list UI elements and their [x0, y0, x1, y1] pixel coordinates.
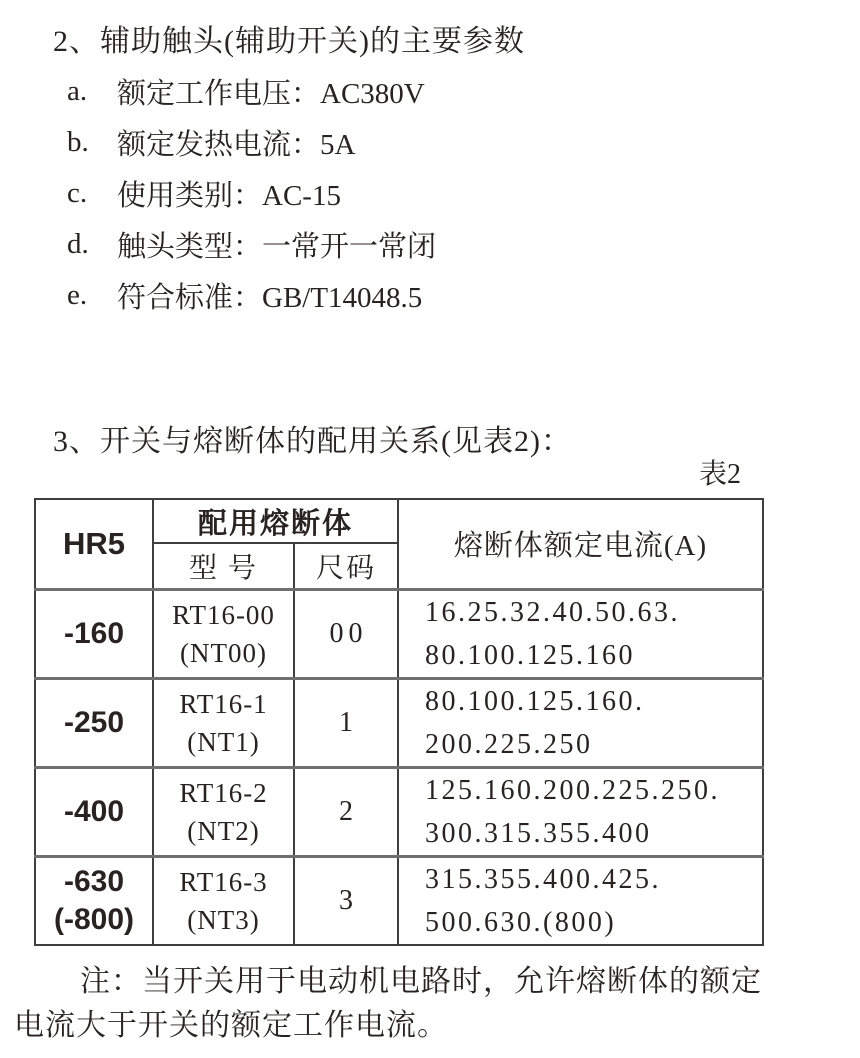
section2-heading: 2、辅助触头(辅助开关)的主要参数	[53, 25, 525, 58]
list-item-text: 额定发热电流：5A	[117, 129, 356, 161]
cell-size: 1	[294, 678, 398, 767]
cell-model	[153, 856, 294, 945]
list-item-marker: e.	[67, 279, 88, 311]
list-item-marker: c.	[67, 177, 88, 209]
hr5-value-line: (-800)	[53, 902, 135, 936]
list-item-text: 额定工作电压：AC380V	[117, 78, 425, 110]
table-row	[35, 589, 763, 678]
currents-line: 200.225.250	[425, 728, 593, 760]
model-line: (NT1)	[187, 726, 260, 757]
cell-currents	[398, 589, 763, 678]
note-text-line1: 注：当开关用于电动机电路时，允许熔断体的额定	[80, 965, 762, 998]
model-line: RT16-3	[179, 866, 268, 897]
table-header-fuse-group: 配用熔断体	[153, 499, 398, 543]
model-line: RT16-00	[172, 599, 275, 630]
cell-hr5-value	[35, 678, 153, 767]
cell-model	[153, 589, 294, 678]
currents-line: 16.25.32.40.50.63.	[425, 596, 681, 628]
model-line: (NT2)	[187, 815, 260, 846]
note-text-line2: 电流大于开关的额定工作电流。	[14, 1009, 448, 1042]
table-header-current: 熔断体额定电流(A)	[398, 499, 763, 589]
hr5-value-line: -250	[63, 705, 125, 739]
list-item	[67, 270, 436, 321]
cell-hr5-value	[35, 856, 153, 945]
currents-line: 80.100.125.160.	[425, 685, 645, 717]
list-item-marker: a.	[67, 75, 88, 107]
currents-line: 315.355.400.425.	[425, 863, 662, 895]
table-header-hr5: HR5	[35, 499, 153, 589]
model-line: RT16-1	[179, 688, 268, 719]
cell-size: 3	[294, 856, 398, 945]
cell-currents	[398, 767, 763, 856]
table-caption: 表2	[699, 459, 742, 490]
table-row	[35, 678, 763, 767]
table-row	[35, 856, 763, 945]
list-item	[67, 117, 436, 168]
cell-model	[153, 678, 294, 767]
hr5-value-line: -160	[63, 616, 125, 650]
model-line: (NT00)	[180, 637, 267, 668]
table-header-size: 尺码	[294, 543, 398, 589]
section3-heading: 3、开关与熔断体的配用关系(见表2)：	[53, 425, 572, 458]
cell-currents	[398, 678, 763, 767]
list-item-marker: b.	[67, 126, 89, 158]
currents-line: 80.100.125.160	[425, 639, 636, 671]
list-item	[67, 66, 436, 117]
cell-hr5-value	[35, 767, 153, 856]
hr5-value-line: -400	[63, 794, 125, 828]
list-item-text: 触头类型：一常开一常闭	[117, 231, 437, 263]
list-item-text: 符合标准：GB/T14048.5	[117, 282, 423, 314]
cell-size: 00	[294, 589, 398, 678]
cell-hr5-value	[35, 589, 153, 678]
list-item-marker: d.	[67, 228, 89, 260]
currents-line: 300.315.355.400	[425, 817, 652, 849]
fuse-compatibility-table	[34, 498, 764, 946]
currents-line: 125.160.200.225.250.	[425, 774, 721, 806]
list-item	[67, 168, 436, 219]
table-row	[35, 767, 763, 856]
currents-line: 500.630.(800)	[425, 906, 617, 938]
table-header-row-1	[35, 499, 763, 543]
cell-model	[153, 767, 294, 856]
table-header-model: 型 号	[153, 543, 294, 589]
hr5-value-line: -630	[63, 864, 125, 898]
list-item-text: 使用类别：AC-15	[117, 180, 341, 212]
cell-currents	[398, 856, 763, 945]
cell-size: 2	[294, 767, 398, 856]
parameter-list	[67, 66, 436, 321]
model-line: (NT3)	[187, 904, 260, 935]
list-item	[67, 219, 436, 270]
model-line: RT16-2	[179, 777, 268, 808]
